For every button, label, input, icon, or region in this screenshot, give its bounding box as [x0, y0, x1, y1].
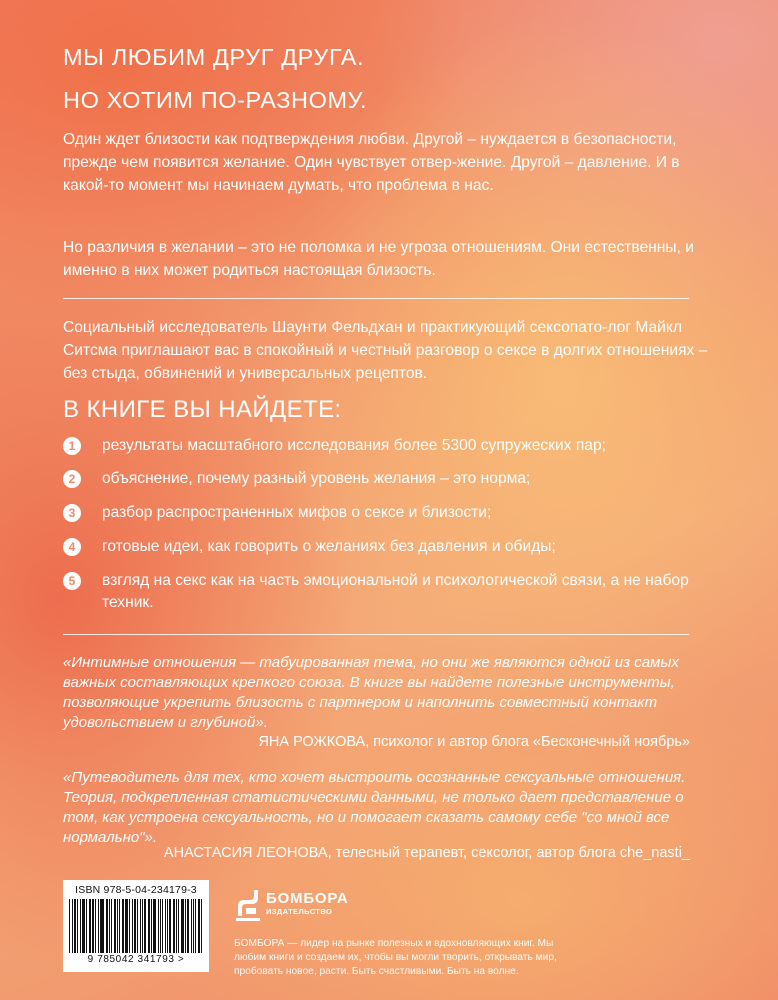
barcode-bar	[106, 899, 108, 953]
barcode-bar	[185, 899, 186, 953]
publisher-description: БОМБОРА — лидер на рынке полезных и вдохновляющих книг. Мы любим книги и создаем их, чтобы вы могли творить, открывать мир, пробовать новое, расти. Быть счастливыми. Быть на волне.	[234, 938, 557, 977]
barcode-bar	[74, 899, 76, 953]
bombora-logo-icon	[234, 886, 262, 922]
barcode-bar	[169, 899, 171, 953]
barcode-bar	[92, 899, 94, 953]
publisher-logo-name: БОМБОРА	[266, 890, 349, 907]
barcode-bar	[95, 899, 96, 953]
barcode-bar	[101, 899, 104, 953]
barcode-bar	[89, 899, 91, 953]
contents-list	[63, 435, 703, 614]
barcode-bar	[109, 899, 110, 953]
barcode-bar	[114, 899, 116, 953]
barcode-bar	[151, 899, 152, 953]
barcode-bar	[181, 899, 184, 953]
isbn-label: ISBN 978-5-04-234179-3	[75, 884, 197, 896]
quote-text: «Путеводитель для тех, кто хочет выстроить осознанные сексуальные отношения. Теория, подкрепленная статистическими данными, не только дает представление о том, как устроена сексуальность, но и помогает сказать самому себе "со мной все нормально"».	[63, 769, 686, 846]
barcode-bar	[72, 899, 73, 953]
list-item	[63, 536, 703, 558]
list-item	[63, 468, 703, 490]
barcode-bar	[86, 899, 87, 953]
list-item-text: взгляд на секс как на часть эмоциональной и психологической связи, а не набор техник.	[102, 572, 689, 611]
number-badge: 4	[63, 538, 81, 556]
divider	[63, 634, 689, 635]
barcode-bar	[193, 899, 194, 953]
barcode-bar	[69, 899, 70, 953]
list-item	[63, 435, 703, 457]
barcode-bar	[187, 899, 189, 953]
barcode-bar	[195, 899, 196, 953]
list-item-text: результаты масштабного исследования более 5300 супружеских пар;	[102, 437, 606, 454]
barcode-bar	[80, 899, 81, 953]
barcode-bar	[153, 899, 156, 953]
number-badge: 2	[63, 470, 81, 488]
barcode-digits: 9 785042 341793 >	[87, 954, 185, 965]
headline	[63, 36, 367, 122]
authors-paragraph: Социальный исследователь Шаунти Фельдхан и практикующий сексопато-лог Майкл Ситсма приглашают вас в спокойный и честный разговор о сексе в долгих отношениях – без стыда, обвинений и универсальных рецептов.	[63, 319, 708, 382]
quote-text: «Интимные отношения — табуированная тема, но они же являются одной из самых важных составляющих крепкого союза. В книге вы найдете полезные инструменты, позволяющие укрепить близость с партнером и наполнить совместный контакт удовольствием и глубиной».	[63, 654, 679, 731]
barcode-bar	[129, 899, 130, 953]
headline-line-2: НО ХОТИМ ПО-РАЗНОМУ.	[63, 87, 368, 113]
barcode-bar	[176, 899, 177, 953]
list-item	[63, 502, 703, 524]
barcode-bar	[198, 899, 200, 953]
list-item-text: готовые идеи, как говорить о желаниях без давления и обиды;	[102, 538, 556, 555]
intro-paragraph-2: Но различия в желании – это не поломка и не угроза отношениям. Они естественны, и именно в них может родиться настоящая близость.	[63, 239, 694, 279]
number-badge: 3	[63, 504, 81, 522]
number-badge: 1	[63, 437, 81, 455]
barcode-bar	[132, 899, 133, 953]
barcode-bar	[158, 899, 159, 953]
barcode-bar	[201, 899, 202, 953]
barcode-bar	[82, 899, 85, 953]
barcode-bar	[142, 899, 143, 953]
barcode-bar	[119, 899, 120, 953]
quote-author: ЯНА РОЖКОВА, психолог и автор блога «Бесконечный ноябрь»	[258, 734, 690, 750]
quote-author: АНАСТАСИЯ ЛЕОНОВА, телесный терапевт, сексолог, автор блога che_nasti_	[163, 845, 690, 861]
list-item	[63, 570, 703, 614]
publisher-logo-sub: ИЗДАТЕЛЬСТВО	[266, 907, 333, 916]
intro-paragraph-1: Один ждет близости как подтверждения любви. Другой – нуждается в безопасности, прежде чем появится желание. Один чувствует отвер-жение. Другой – давление. И в какой-то момент мы начинаем думать, что проблема в нас.	[63, 131, 680, 194]
barcode-bar	[160, 899, 161, 953]
number-badge: 5	[63, 572, 81, 590]
barcode	[63, 880, 209, 972]
list-item-text: разбор распространенных мифов о сексе и близости;	[102, 504, 492, 521]
barcode-bar	[125, 899, 128, 953]
barcode-bar	[162, 899, 164, 953]
contents-title: В КНИГЕ ВЫ НАЙДЕТЕ:	[63, 396, 342, 423]
barcode-bar	[134, 899, 136, 953]
barcode-bar	[191, 899, 192, 953]
barcode-bar	[144, 899, 146, 953]
barcode-bar	[111, 899, 112, 953]
barcode-bar	[137, 899, 138, 953]
list-item-text: объяснение, почему разный уровень желания – это норма;	[102, 470, 531, 487]
barcode-bar	[140, 899, 141, 953]
barcode-bar	[148, 899, 150, 953]
divider	[63, 298, 689, 299]
barcode-bar	[122, 899, 124, 953]
barcode-bar	[100, 899, 101, 953]
headline-line-1: МЫ ЛЮБИМ ДРУГ ДРУГА.	[63, 44, 365, 70]
barcode-bar	[178, 899, 179, 953]
barcode-bar	[98, 899, 99, 953]
barcode-bars	[69, 899, 203, 953]
barcode-bar	[117, 899, 118, 953]
barcode-bar	[77, 899, 78, 953]
barcode-bar	[165, 899, 166, 953]
barcode-bar	[173, 899, 175, 953]
barcode-bar	[167, 899, 168, 953]
